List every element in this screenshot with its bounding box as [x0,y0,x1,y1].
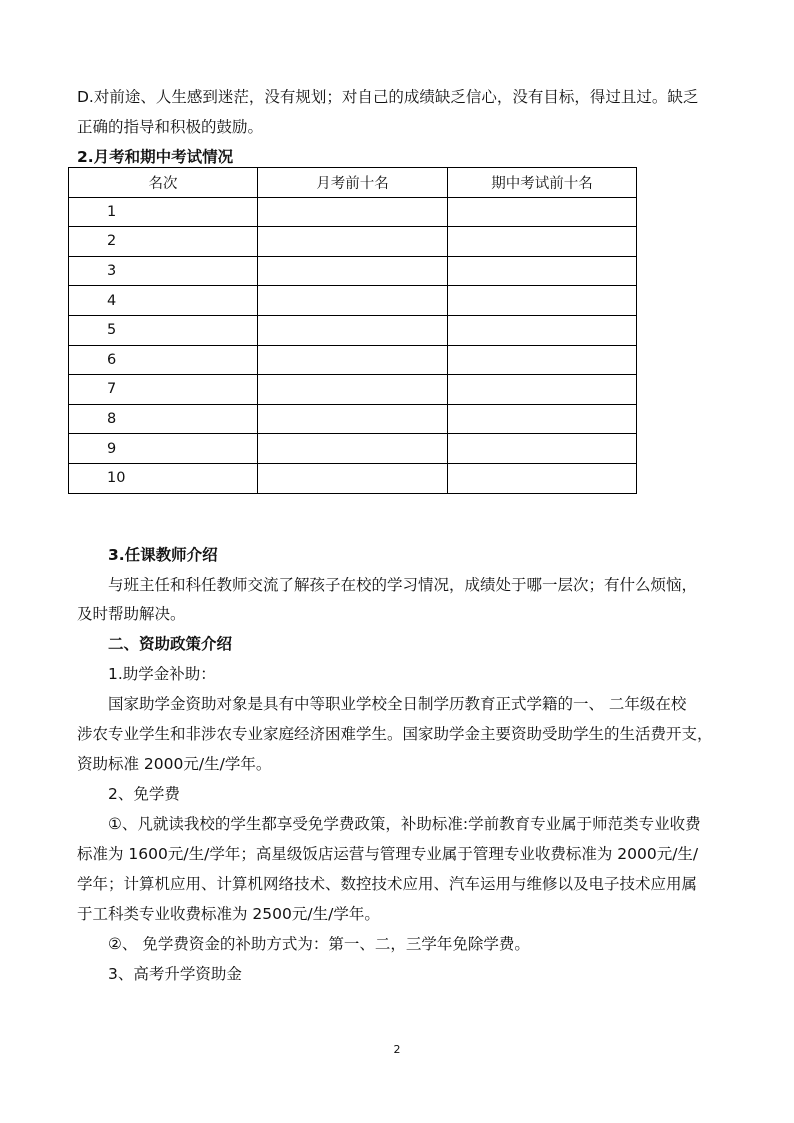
exam-ranking-table [68,167,637,494]
table-row [69,375,637,405]
midterm-cell [448,227,637,257]
grant-heading: 1.助学金补助： [108,665,216,683]
header-monthly-top10: 月考前十名 [258,168,448,198]
table-row [69,315,637,345]
tuition-body-line-4: 于工科类专业收费标准为 2500元/生/学年。 [77,905,380,923]
midterm-cell [448,345,637,375]
table-row [69,286,637,316]
table-row [69,227,637,257]
rank-cell: 8 [69,404,258,434]
intro-line-2: 正确的指导和积极的鼓励。 [77,118,264,136]
rank-cell: 6 [69,345,258,375]
teacher-section-title: 3.任课教师介绍 [108,546,218,564]
tuition-body-line-3: 学年；计算机应用、计算机网络技术、数控技术应用、汽车运用与维修以及电子技术应用属 [77,875,698,893]
midterm-cell [448,375,637,405]
midterm-cell [448,256,637,286]
page-number: 2 [393,1043,401,1056]
teacher-body-line-2: 及时帮助解决。 [77,605,186,623]
table-row [69,256,637,286]
table-header-row [69,168,637,198]
monthly-cell [258,315,448,345]
monthly-cell [258,434,448,464]
header-rank: 名次 [69,168,258,198]
tuition-method: ②、 免学费资金的补助方式为：第一、二，三学年免除学费。 [108,935,530,953]
rank-cell: 3 [69,256,258,286]
intro-line-1: D.对前途、人生感到迷茫，没有规划；对自己的成绩缺乏信心，没有目标，得过且过。缺乏 [77,88,699,106]
monthly-cell [258,256,448,286]
header-midterm-top10: 期中考试前十名 [448,168,637,198]
rank-cell: 10 [69,463,258,493]
midterm-cell [448,315,637,345]
rank-cell: 2 [69,227,258,257]
midterm-cell [448,286,637,316]
rank-cell: 5 [69,315,258,345]
midterm-cell [448,463,637,493]
midterm-cell [448,434,637,464]
monthly-cell [258,375,448,405]
midterm-cell [448,197,637,227]
monthly-cell [258,286,448,316]
policy-section-title: 二、资助政策介绍 [108,635,233,653]
monthly-cell [258,463,448,493]
monthly-cell [258,345,448,375]
college-grant-heading: 3、高考升学资助金 [108,965,242,983]
monthly-cell [258,227,448,257]
table-row [69,434,637,464]
rank-cell: 4 [69,286,258,316]
monthly-cell [258,197,448,227]
exam-section-title: 2.月考和期中考试情况 [77,148,234,166]
rank-cell: 1 [69,197,258,227]
midterm-cell [448,404,637,434]
rank-cell: 7 [69,375,258,405]
tuition-body-line-2: 标准为 1600元/生/学年；高星级饭店运营与管理专业属于管理专业收费标准为 2000元/生/ [77,845,699,863]
table-row [69,345,637,375]
grant-body-line-2: 涉农专业学生和非涉农专业家庭经济困难学生。国家助学金主要资助受助学生的生活费开支， [77,725,713,743]
tuition-heading: 2、免学费 [108,785,180,803]
table-row [69,404,637,434]
rank-cell: 9 [69,434,258,464]
monthly-cell [258,404,448,434]
table-row [69,197,637,227]
grant-body-line-1: 国家助学金资助对象是具有中等职业学校全日制学历教育正式学籍的一、 二年级在校 [108,695,687,713]
tuition-body-line-1: ①、凡就读我校的学生都享受免学费政策，补助标准:学前教育专业属于师范类专业收费 [108,815,701,833]
teacher-body-line-1: 与班主任和科任教师交流了解孩子在校的学习情况，成绩处于哪一层次；有什么烦恼， [108,576,698,594]
grant-body-line-3: 资助标准 2000元/生/学年。 [77,755,272,773]
table-row [69,463,637,493]
